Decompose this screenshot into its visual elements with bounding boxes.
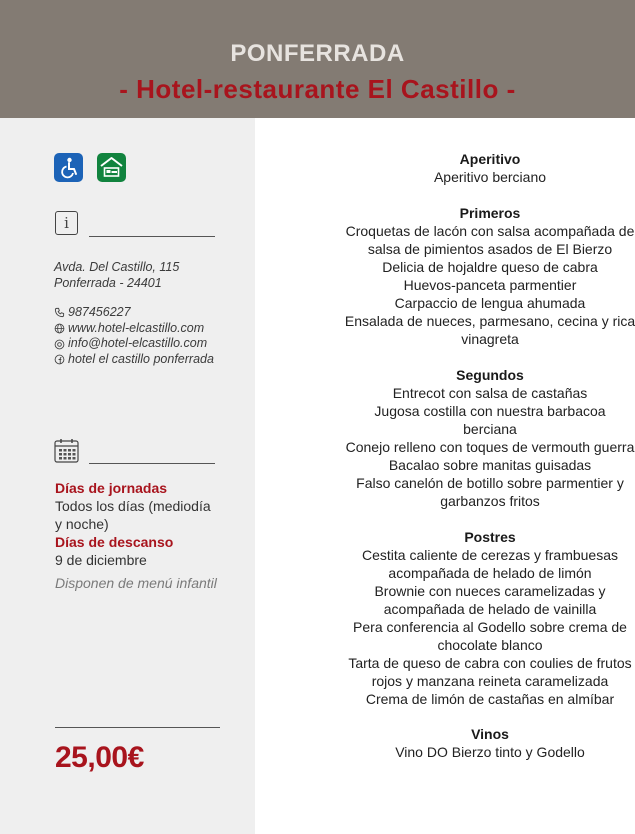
info-icon: i bbox=[55, 211, 78, 235]
section-title: Postres bbox=[464, 529, 516, 545]
address-city: Ponferrada - 24401 bbox=[54, 276, 162, 290]
section-postres bbox=[280, 528, 635, 708]
facebook-row bbox=[54, 352, 214, 368]
section-vinos bbox=[280, 725, 635, 761]
menu-item: Delicia de hojaldre queso de cabra bbox=[382, 259, 598, 275]
menu-item: Falso canelón de botillo sobre parmentier y bbox=[356, 475, 624, 491]
section-aperitivo bbox=[280, 150, 635, 186]
menu-item: Entrecot con salsa de castañas bbox=[392, 385, 588, 401]
divider bbox=[55, 727, 220, 728]
wheelchair-accessible-icon bbox=[54, 153, 83, 182]
menu-item: acompañada de helado de vainilla bbox=[383, 601, 597, 617]
menu-item: acompañada de helado de limón bbox=[388, 565, 592, 581]
menu-item: Cestita caliente de cerezas y frambuesas bbox=[361, 547, 618, 563]
phone-icon bbox=[54, 307, 65, 318]
days-value-line: Todos los días (mediodía bbox=[55, 498, 211, 514]
section-title: Segundos bbox=[456, 367, 524, 383]
contact-block bbox=[54, 305, 214, 368]
menu-item: Vino DO Bierzo tinto y Godello bbox=[395, 744, 585, 760]
phone-row bbox=[54, 305, 214, 321]
address-street: Avda. Del Castillo, 115 bbox=[54, 260, 180, 274]
menu-item: salsa de pimientos asados de El Bierzo bbox=[367, 241, 613, 257]
days-value bbox=[55, 497, 211, 533]
menu-item: berciana bbox=[463, 421, 517, 437]
facebook-icon bbox=[54, 354, 65, 365]
header-banner bbox=[0, 0, 635, 118]
days-value-line: y noche) bbox=[55, 516, 109, 532]
menu-item: garbanzos fritos bbox=[440, 493, 540, 509]
website-link[interactable]: www.hotel-elcastillo.com bbox=[68, 320, 205, 335]
menu-item: Pera conferencia al Godello sobre crema de bbox=[353, 619, 627, 635]
menu-item: Croquetas de lacón con salsa acompañada de bbox=[345, 223, 635, 239]
menu-item: Conejo relleno con toques de vermouth guerra bbox=[345, 439, 635, 455]
menu-item: Brownie con nueces caramelizadas y bbox=[374, 583, 606, 599]
section-title: Vinos bbox=[471, 726, 509, 742]
divider bbox=[89, 463, 215, 464]
email-icon bbox=[54, 339, 65, 350]
divider bbox=[89, 236, 215, 237]
menu-item: rojos y manzana reineta caramelizada bbox=[371, 673, 609, 689]
section-title: Primeros bbox=[459, 205, 521, 221]
menu-item: Bacalao sobre manitas guisadas bbox=[388, 457, 592, 473]
menu-item: Jugosa costilla con nuestra barbacoa bbox=[374, 403, 606, 419]
menu-item: Huevos-panceta parmentier bbox=[403, 277, 577, 293]
rest-value: 9 de diciembre bbox=[55, 552, 147, 568]
menu-item: Crema de limón de castañas en almíbar bbox=[365, 691, 615, 707]
email-row bbox=[54, 336, 214, 352]
calendar-icon bbox=[54, 438, 79, 463]
city-title: PONFERRADA bbox=[230, 40, 405, 67]
email-link[interactable]: info@hotel-elcastillo.com bbox=[68, 336, 208, 351]
days-label: Días de jornadas bbox=[55, 480, 168, 496]
rest-label: Días de descanso bbox=[55, 534, 174, 550]
menu-item: chocolate blanco bbox=[437, 637, 543, 653]
web-row bbox=[54, 321, 214, 337]
address-block bbox=[54, 259, 179, 291]
hotel-icon bbox=[97, 153, 126, 182]
section-primeros bbox=[280, 204, 635, 348]
menu-item: Ensalada de nueces, parmesano, cecina y rica bbox=[344, 313, 635, 329]
kids-menu-note: Disponen de menú infantil bbox=[55, 575, 217, 591]
section-segundos bbox=[280, 366, 635, 510]
menu-price: 25,00€ bbox=[55, 741, 144, 774]
menu-item: Carpaccio de lengua ahumada bbox=[394, 295, 586, 311]
hotel-title: - Hotel-restaurante El Castillo - bbox=[119, 74, 516, 104]
menu-item: Aperitivo berciano bbox=[433, 169, 547, 185]
phone-number[interactable]: 987456227 bbox=[68, 305, 131, 319]
globe-icon bbox=[54, 323, 65, 334]
menu-item: Tarta de queso de cabra con coulies de frutos bbox=[348, 655, 632, 671]
section-title: Aperitivo bbox=[459, 151, 521, 167]
facebook-link[interactable]: hotel el castillo ponferrada bbox=[68, 352, 214, 367]
menu-item: vinagreta bbox=[461, 331, 519, 347]
